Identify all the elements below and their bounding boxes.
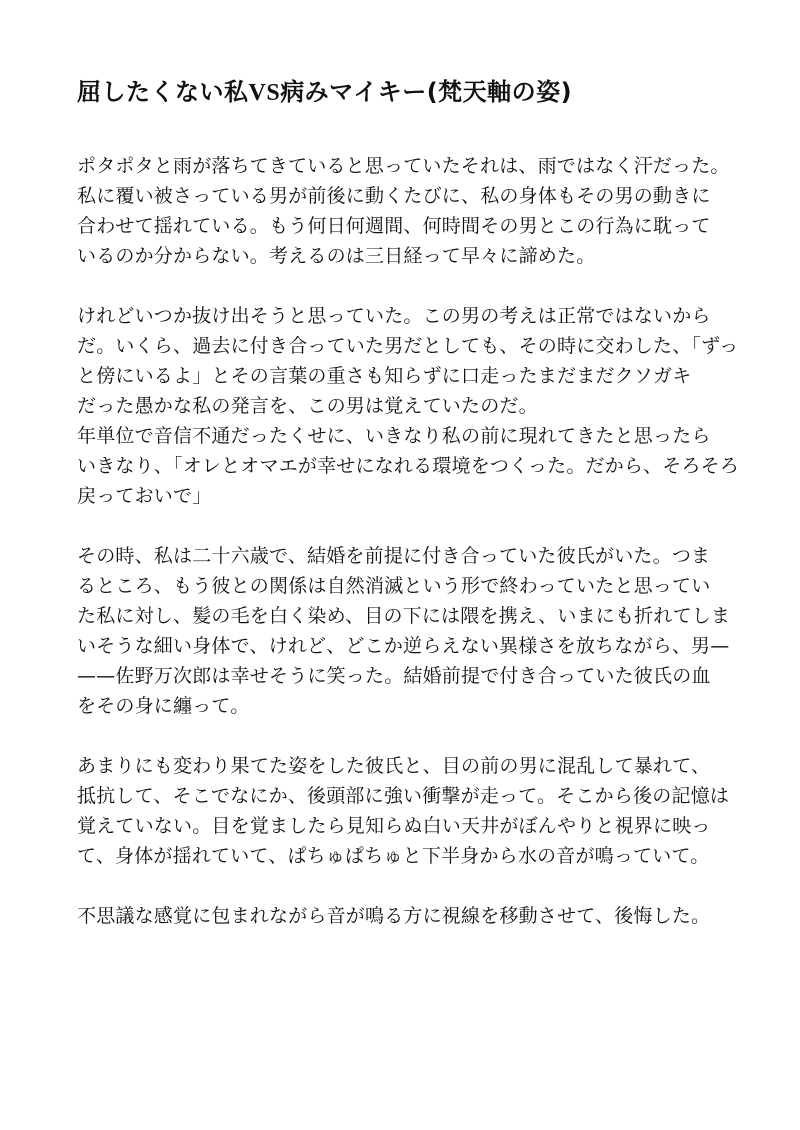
text-line: あまりにも変わり果てた姿をした彼氏と、目の前の男に混乱して暴れて、 [77,755,711,777]
text-line: るところ、もう彼との関係は自然消滅という形で終わっていたと思ってい [77,575,711,597]
text-line: て、身体が揺れていて、ぱちゅぱちゅと下半身から水の音が鳴っていて。 [77,845,710,867]
paragraph-2 [77,301,740,511]
text-line: ——佐野万次郎は幸せそうに笑った。結婚前提で付き合っていた彼氏の血 [77,665,711,687]
text-line: 私に覆い被さっている男が前後に動くたびに、私の身体もその男の動きに [77,185,711,207]
text-line: 抵抗して、そこでなにか、後頭部に強い衝撃が走って。そこから後の記憶は [77,785,730,807]
paragraph-3 [77,541,737,721]
text-line: いきなり、「オレとオマエが幸せになれる環境をつくった。だから、そろそろ [77,455,740,477]
document-page [77,76,740,961]
title-vs: VS [248,80,281,106]
text-line: 覚えていない。目を覚ましたら見知らぬ白い天井がぼんやりと視界に映っ [77,815,711,837]
text-line: だった愚かな私の発言を、この男は覚えていたのだ。 [77,395,538,417]
text-line: だ。いくら、過去に付き合っていた男だとしても、その時に交わした、「ずっ [77,335,739,357]
text-line: その時、私は二十六歳で、結婚を前提に付き合っていた彼氏がいた。つま [77,545,711,567]
text-line: 年単位で音信不通だったくせに、いきなり私の前に現れてきたと思ったら [77,425,711,447]
text-line: いるのか分からない。考えるのは三日経って早々に諦めた。 [77,245,596,267]
paragraph-4 [77,751,737,871]
text-line: と傍にいるよ」とその言葉の重さも知らずに口走ったまだまだクソガキ [77,365,692,387]
text-line: ポタポタと雨が落ちてきていると思っていたそれは、雨ではなく汗だった。 [77,155,730,177]
text-line: いそうな細い身体で、けれど、どこか逆らえない異様さを放ちながら、男— [77,635,730,657]
text-line: 戻っておいで」 [77,485,212,507]
text-line: た私に対し、髪の毛を白く染め、目の下には隈を携え、いまにも折れてしま [77,605,731,627]
text-line: 不思議な感覚に包まれながら音が鳴る方に視線を移動させて、後悔した。 [77,905,711,927]
text-line: けれどいつか抜け出そうと思っていた。この男の考えは正常ではないから [77,305,711,327]
paragraph-5 [77,901,737,931]
text-line: 合わせて揺れている。もう何日何週間、何時間その男とこの行為に耽って [77,215,711,237]
title-suffix: 病みマイキー(梵天軸の姿) [280,78,573,106]
text-line: をその身に纏って。 [77,695,250,717]
document-title [77,76,737,109]
paragraph-1 [77,151,737,271]
title-prefix: 屈したくない私 [77,78,249,106]
